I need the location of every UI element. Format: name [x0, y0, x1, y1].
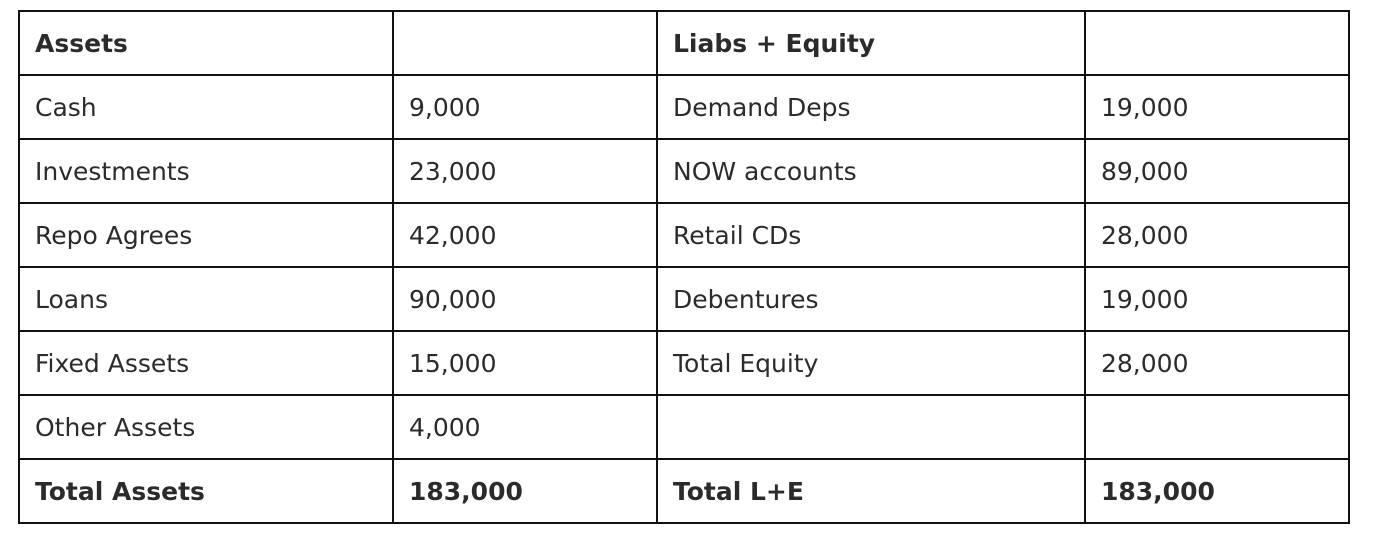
table-row [19, 267, 1349, 331]
asset-label: Loans [19, 267, 393, 331]
total-assets-label: Total Assets [19, 459, 393, 523]
asset-label: Fixed Assets [19, 331, 393, 395]
liability-label: Retail CDs [657, 203, 1085, 267]
liability-label: Total Equity [657, 331, 1085, 395]
asset-value: 90,000 [393, 267, 657, 331]
liability-value: 89,000 [1085, 139, 1349, 203]
asset-label: Other Assets [19, 395, 393, 459]
table-header-row [19, 11, 1349, 75]
assets-header-value [393, 11, 657, 75]
balance-sheet-table [18, 10, 1350, 524]
liability-label [657, 395, 1085, 459]
liability-value [1085, 395, 1349, 459]
assets-header: Assets [19, 11, 393, 75]
liability-value: 19,000 [1085, 267, 1349, 331]
table-row [19, 331, 1349, 395]
total-liabs-equity-value: 183,000 [1085, 459, 1349, 523]
balance-sheet [18, 10, 1350, 524]
asset-value: 4,000 [393, 395, 657, 459]
liabs-equity-header-value [1085, 11, 1349, 75]
total-assets-value: 183,000 [393, 459, 657, 523]
liability-label: NOW accounts [657, 139, 1085, 203]
asset-label: Cash [19, 75, 393, 139]
totals-row [19, 459, 1349, 523]
liability-value: 19,000 [1085, 75, 1349, 139]
table-row [19, 395, 1349, 459]
liability-value: 28,000 [1085, 203, 1349, 267]
table-row [19, 139, 1349, 203]
total-liabs-equity-label: Total L+E [657, 459, 1085, 523]
liability-value: 28,000 [1085, 331, 1349, 395]
asset-value: 23,000 [393, 139, 657, 203]
asset-label: Investments [19, 139, 393, 203]
liabs-equity-header: Liabs + Equity [657, 11, 1085, 75]
liability-label: Demand Deps [657, 75, 1085, 139]
asset-value: 9,000 [393, 75, 657, 139]
table-row [19, 75, 1349, 139]
asset-label: Repo Agrees [19, 203, 393, 267]
asset-value: 15,000 [393, 331, 657, 395]
asset-value: 42,000 [393, 203, 657, 267]
table-row [19, 203, 1349, 267]
liability-label: Debentures [657, 267, 1085, 331]
